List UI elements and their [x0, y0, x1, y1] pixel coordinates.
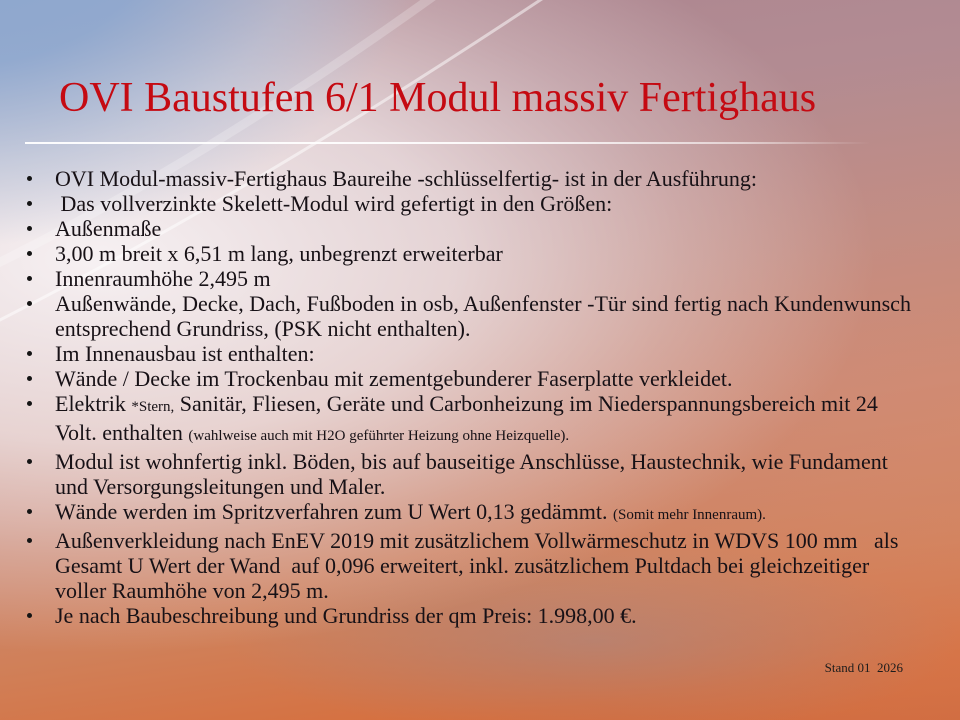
bullet-text: OVI Modul-massiv-Fertighaus Baureihe -schlüsselfertig- ist in der Ausführung: — [55, 166, 758, 191]
bullet-text: Wände / Decke im Trockenbau mit zementgebunderer Faserplatte verkleidet. — [55, 366, 733, 391]
bullet-item — [25, 366, 921, 391]
footer-status-text: Stand 01 2026 — [824, 660, 903, 675]
bullet-item — [25, 499, 921, 528]
bullet-text: Innenraumhöhe 2,495 m — [55, 266, 271, 291]
bullet-marker-icon — [27, 401, 32, 406]
bullet-marker-icon — [27, 613, 32, 618]
bullet-item — [25, 391, 921, 449]
bullet-marker-icon — [27, 226, 32, 231]
bullet-item — [25, 166, 921, 191]
bullet-text: Außenverkleidung nach EnEV 2019 mit zusätzlichem Vollwärmeschutz in WDVS 100 mm als Gesamt U Wert der Wand auf 0,096 erweitert, inkl. zusätzlichem Pultdach bei gleichzeitiger voller Raumhöhe von 2,495 m. — [55, 528, 904, 603]
bullet-marker-icon — [27, 201, 32, 206]
bullet-text: Elektrik *Stern, Sanitär, Fliesen, Geräte und Carbonheizung im Niederspannungsbereich mit 24 Volt. enthalten (wahlweise auch mit H2O geführter Heizung ohne Heizquelle). — [55, 391, 883, 445]
bullet-item — [25, 603, 921, 628]
bullet-marker-icon — [27, 538, 32, 543]
bullet-item — [25, 528, 921, 603]
bullet-marker-icon — [27, 376, 32, 381]
bullet-text: 3,00 m breit x 6,51 m lang, unbegrenzt erweiterbar — [55, 241, 503, 266]
bullet-text: Das vollverzinkte Skelett-Modul wird gefertigt in den Größen: — [55, 191, 613, 216]
bullet-marker-icon — [27, 301, 32, 306]
bullet-item — [25, 216, 921, 241]
slide-title: OVI Baustufen 6/1 Modul massiv Fertighaus — [59, 75, 817, 121]
bullet-list — [25, 166, 921, 628]
title-underline — [25, 142, 870, 144]
bullet-marker-icon — [27, 351, 32, 356]
bullet-marker-icon — [27, 509, 32, 514]
bullet-item — [25, 341, 921, 366]
bullet-text: Außenmaße — [55, 216, 162, 241]
bullet-text: Je nach Baubeschreibung und Grundriss der qm Preis: 1.998,00 €. — [55, 603, 637, 628]
bullet-item — [25, 291, 921, 341]
bullet-text: Im Innenausbau ist enthalten: — [55, 341, 315, 366]
bullet-text: Modul ist wohnfertig inkl. Böden, bis auf bauseitige Anschlüsse, Haustechnik, wie Fundament und Versorgungsleitungen und Maler. — [55, 449, 894, 499]
bullet-marker-icon — [27, 276, 32, 281]
bullet-item — [25, 241, 921, 266]
bullet-item — [25, 266, 921, 291]
bullet-item — [25, 191, 921, 216]
bullet-marker-icon — [27, 459, 32, 464]
bullet-marker-icon — [27, 176, 32, 181]
bullet-marker-icon — [27, 251, 32, 256]
bullet-text: Außenwände, Decke, Dach, Fußboden in osb, Außenfenster -Tür sind fertig nach Kundenwunsch entsprechend Grundriss, (PSK nicht enthalten). — [55, 291, 917, 341]
bullet-text: Wände werden im Spritzverfahren zum U Wert 0,13 gedämmt. (Somit mehr Innenraum). — [55, 499, 766, 524]
bullet-item — [25, 449, 921, 499]
